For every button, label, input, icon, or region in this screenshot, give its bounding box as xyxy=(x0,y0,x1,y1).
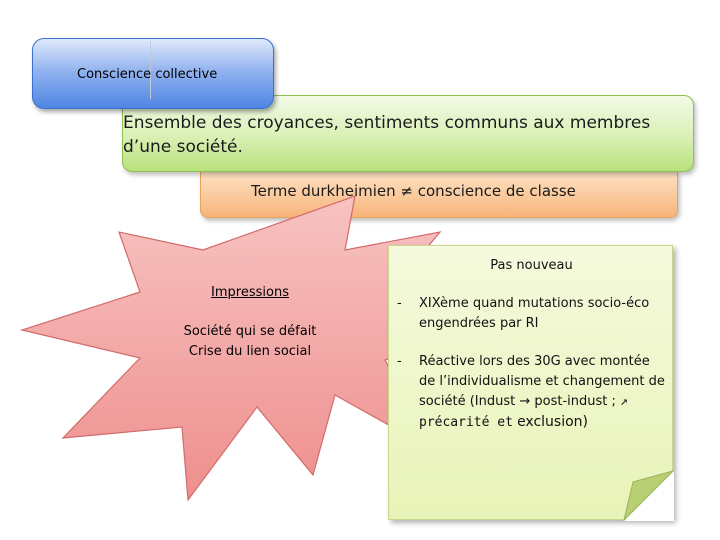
impressions-heading: Impressions xyxy=(211,285,289,300)
note-item-2-mono: ↗ précarité et xyxy=(419,394,628,430)
note-item-1: XIXème quand mutations socio-éco engendrées par RI xyxy=(419,296,650,331)
right-arrow-icon: → xyxy=(519,394,531,409)
concept-title: Conscience collective xyxy=(77,67,218,82)
list-item xyxy=(397,352,669,433)
sticky-note xyxy=(388,245,673,520)
bullet-dash: - xyxy=(397,296,402,311)
note-list xyxy=(397,294,669,451)
bullet-dash: - xyxy=(397,354,402,369)
note-title: Pas nouveau xyxy=(490,258,573,273)
origin-text: Terme durkheimien ≠ conscience de classe xyxy=(251,182,576,200)
impressions-text xyxy=(160,285,340,362)
note-item-2-part3: exclusion) xyxy=(517,414,589,430)
impressions-line-2: Crise du lien social xyxy=(188,344,312,359)
impressions-line-1: Société qui se défait xyxy=(183,324,317,339)
definition-text: Ensemble des croyances, sentiments communs aux membres d’une société. xyxy=(123,113,651,157)
note-item-2-part1: Réactive lors des 30G avec montée de l’individualisme et changement de société (Indust xyxy=(419,354,665,409)
note-item-2-part2: post-indust ; xyxy=(530,394,621,409)
list-item xyxy=(397,294,669,334)
